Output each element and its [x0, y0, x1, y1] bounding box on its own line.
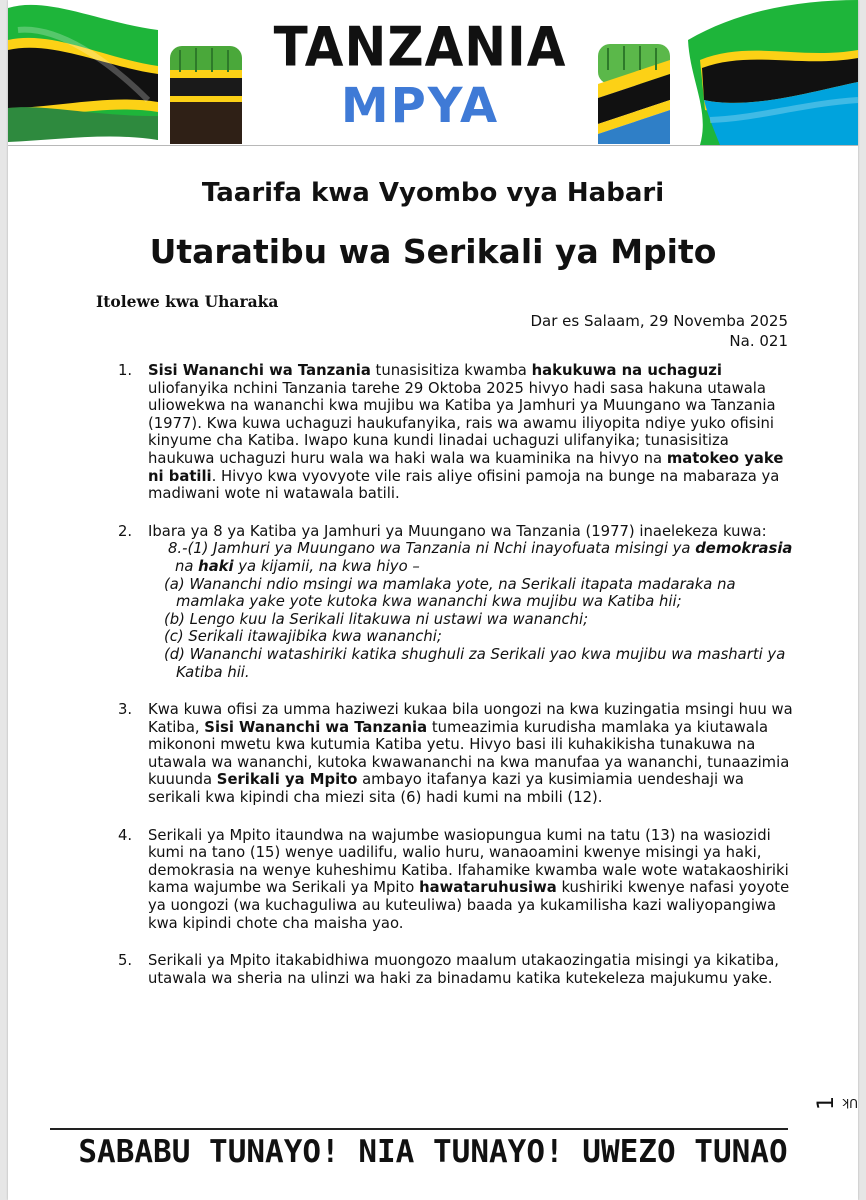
item-text	[148, 952, 798, 987]
body-text: kushiriki kwenye nafasi yoyote ya uongozi (wa kuchaguliwa au kuteuliwa) baada ya kukamilisha kazi waliyopangiwa kwa kipindi chote cha maisha yao.	[148, 879, 790, 932]
quote-line	[164, 576, 798, 611]
item-number: 2.	[118, 522, 133, 540]
page-number-value: 1	[814, 1096, 839, 1110]
press-release-heading: Taarifa kwa Vyombo vya Habari	[201, 178, 665, 208]
brand-title: TANZANIA	[273, 15, 567, 79]
body-text: (c) Serikali itawajibika kwa wananchi;	[164, 628, 442, 646]
raised-fist-right-icon	[588, 40, 680, 144]
item-text	[148, 523, 798, 541]
place-date: Dar es Salaam, 29 Novemba 2025	[530, 312, 788, 330]
emphasis-text: haki	[198, 557, 234, 575]
statement-body	[118, 362, 798, 1007]
numbered-item	[118, 362, 798, 503]
body-text: Kwa kuwa ofisi za umma haziwezi kukaa bila uongozi na kwa kuzingatia msingi huu wa Katiba,	[148, 701, 793, 736]
emphasis-text: hawataruhusiwa	[419, 879, 557, 897]
emphasis-text: Sisi Wananchi wa Tanzania	[148, 362, 371, 379]
tanzania-flag-left-icon	[8, 0, 158, 145]
numbered-item	[118, 701, 798, 807]
body-text: (a) Wananchi ndio msingi wa mamlaka yote, na Serikali itapata madaraka na mamlaka yake yote kutoka kwa wananchi kwa mujibu wa Katiba hii;	[164, 575, 736, 611]
body-text: ambayo itafanya kazi ya kusimiamia uendeshaji wa serikali kwa kipindi cha miezi sita (6) hadi kumi na mbili (12).	[148, 771, 745, 807]
emphasis-text: matokeo yake ni batili	[148, 449, 784, 485]
quote-line	[164, 628, 798, 646]
emphasis-text: Serikali ya Mpito	[216, 771, 358, 789]
quote-line	[164, 611, 798, 629]
body-text: tunasisitiza kwamba	[370, 362, 532, 379]
item-text	[148, 827, 798, 933]
quote-line	[168, 540, 798, 575]
item-number: 5.	[118, 952, 133, 970]
body-text: Serikali ya Mpito itaundwa na wajumbe wasiopungua kumi na tatu (13) na wasiozidi kumi na tano (15) wenye uadilifu, walio huru, wanaoamini kwenye misingi ya haki, demokrasia na wenye kuheshimu Katiba. Ifahamike kwamba wale wote watakaoshiriki kama wajumbe wa Serikali ya Mpito	[148, 826, 789, 897]
header-banner	[8, 0, 858, 146]
body-text: tumeazimia kurudisha mamlaka ya kiutawala mikononi mwetu kwa kutumia Katiba yetu. Hivyo basi ili kuhakikisha tunakuwa na utawala wa wananchi, kutoka kwawananchi na kwa manufaa ya wananchi, tunaazimia kuuunda	[148, 718, 790, 789]
item-text	[148, 362, 798, 503]
item-number: 3.	[118, 701, 133, 719]
numbered-item	[118, 827, 798, 933]
page-number	[814, 1066, 858, 1114]
quote-line	[164, 646, 798, 681]
emphasis-text: Sisi Wananchi wa Tanzania	[204, 718, 428, 736]
body-text: ya kijamii, na kwa hiyo –	[233, 557, 420, 575]
reference-number: Na. 021	[729, 332, 788, 350]
footer-slogan: SABABU TUNAYO! NIA TUNAYO! UWEZO TUNAO	[78, 1134, 788, 1170]
item-number: 1.	[118, 362, 133, 379]
document-title: Utaratibu wa Serikali ya Mpito	[149, 232, 717, 271]
release-note: Itolewe kwa Uharaka	[96, 292, 279, 311]
banner-divider	[8, 145, 858, 146]
body-text: 8.-(1) Jamhuri ya Muungano wa Tanzania ni Nchi inayofuata misingi ya	[168, 540, 696, 558]
item-number: 4.	[118, 826, 133, 844]
constitution-quote	[148, 540, 798, 681]
body-text: na	[175, 557, 199, 575]
body-text: (d) Wananchi watashiriki katika shughuli za Serikali yao kwa mujibu wa masharti ya Katiba hii.	[164, 645, 786, 681]
body-text: (b) Lengo kuu la Serikali litakuwa ni ustawi wa wananchi;	[164, 610, 589, 628]
body-text: Ibara ya 8 ya Katiba ya Jamhuri ya Muungano wa Tanzania (1977) inaelekeza kuwa:	[148, 522, 767, 540]
body-text: uliofanyika nchini Tanzania tarehe 29 Oktoba 2025 hivyo hadi sasa hakuna utawala uliowekwa na wananchi kwa mujibu wa Katiba ya Jamhuri ya Muungano wa Tanzania (1977). Kwa kuwa uchaguzi haukufanyika, rais wa awamu iliyopita ndiye yuko ofisini kinyume cha Katiba. Iwapo kuna kundi linadai uchaguzi ulifanyika; tunasisitiza haukuwa uchaguzi huru wala wa haki wala wa kuaminika na hivyo na	[148, 379, 776, 467]
page-label: Uk	[842, 1096, 858, 1110]
body-text: Serikali ya Mpito itakabidhiwa muongozo maalum utakaozingatia misingi ya kikatiba, utawala wa sheria na ulinzi wa haki za binadamu katika kutekeleza majukumu yake.	[148, 952, 779, 987]
body-text: . Hivyo kwa vyovyote vile rais aliye ofisini pamoja na bunge na mabaraza ya madiwani wote ni watawala batili.	[148, 467, 780, 503]
numbered-item	[118, 523, 798, 681]
emphasis-text: demokrasia	[695, 540, 793, 558]
numbered-item	[118, 952, 798, 987]
document-meta	[530, 311, 788, 351]
document-page	[8, 0, 858, 1200]
raised-fist-left-icon	[160, 40, 252, 144]
item-text	[148, 701, 798, 807]
footer-divider	[50, 1128, 788, 1130]
tanzania-flag-right-icon	[680, 0, 858, 145]
emphasis-text: hakukuwa na uchaguzi	[531, 362, 722, 379]
brand-subtitle: MPYA	[340, 78, 500, 134]
